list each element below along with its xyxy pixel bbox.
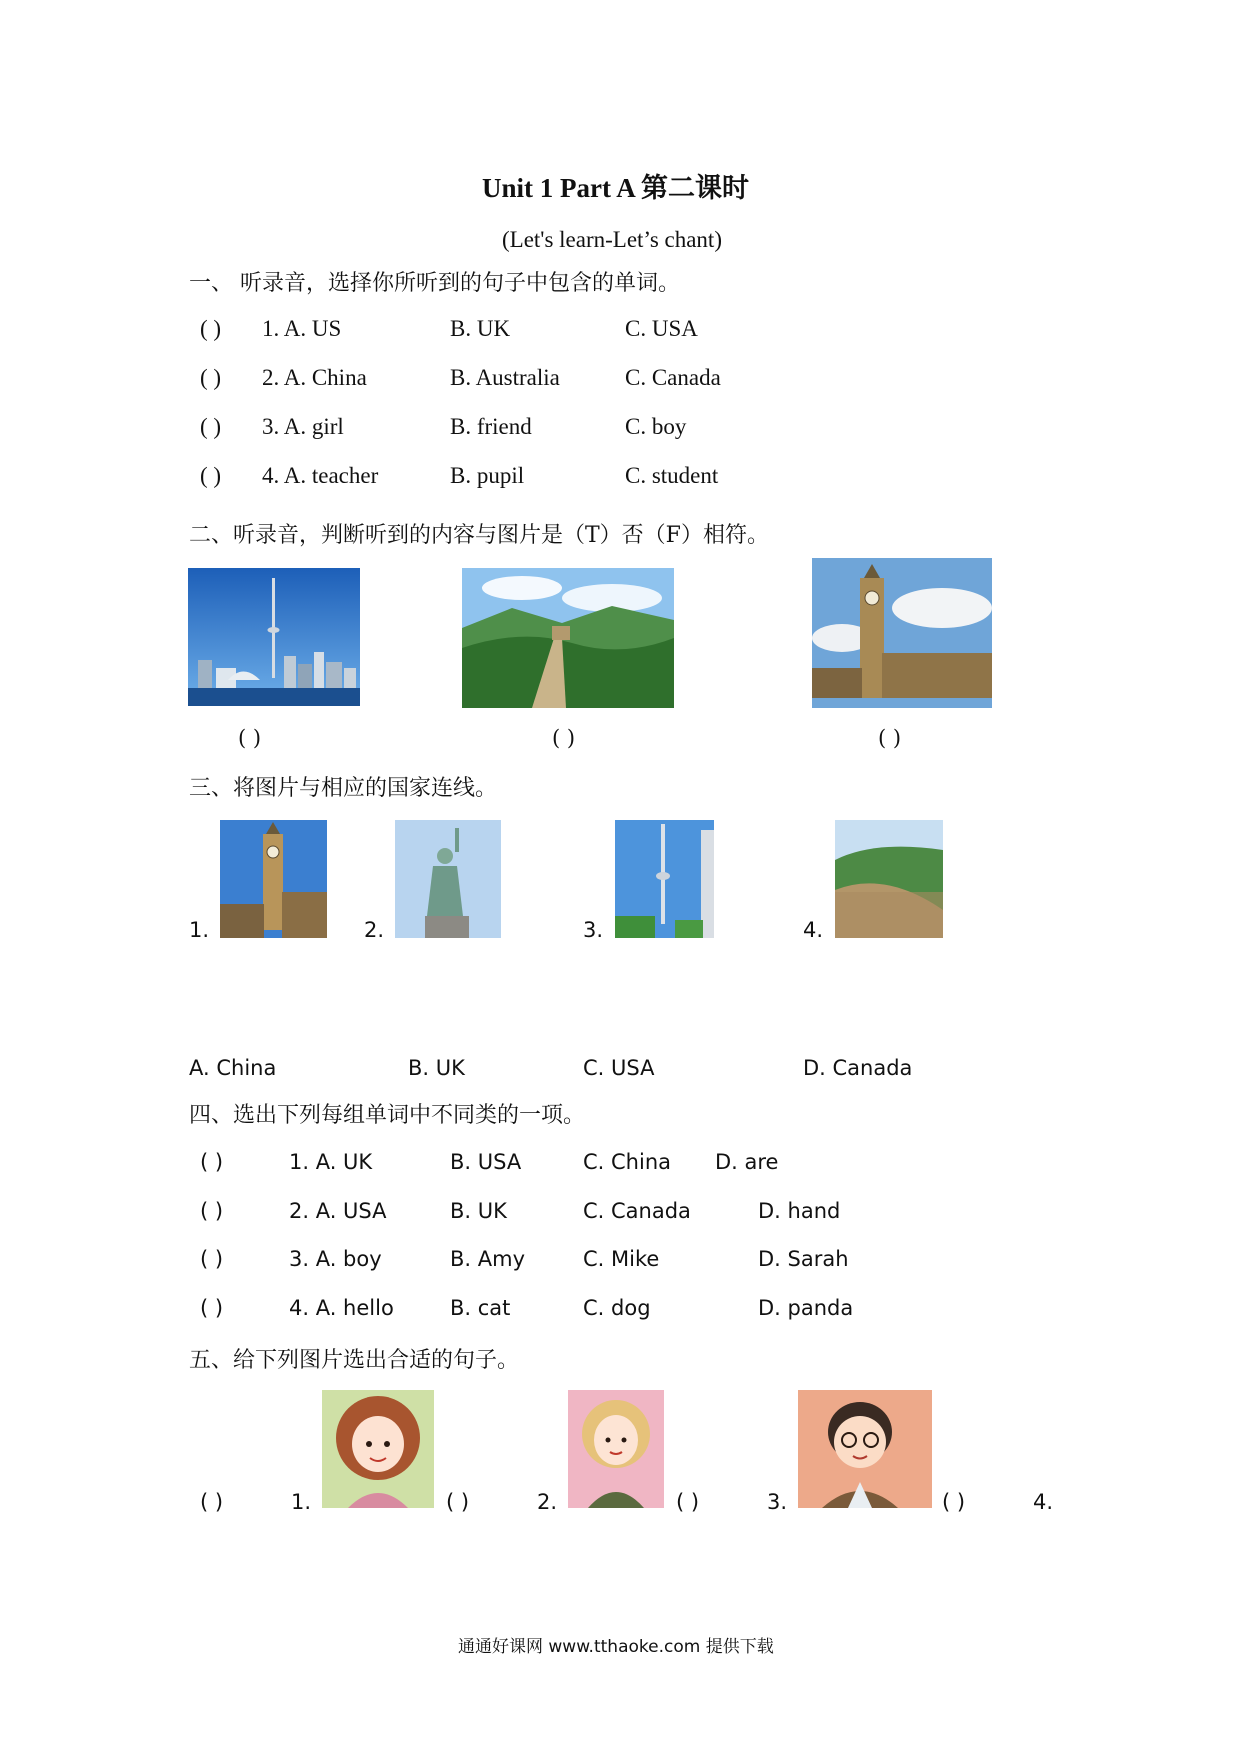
picture-number: 2. (364, 918, 385, 942)
answer-blank[interactable]: ( ) (200, 365, 222, 390)
option-c: C. Canada (583, 1199, 691, 1223)
cn-tower-skyline-photo (188, 568, 360, 706)
option-a: 1. A. US (262, 316, 342, 341)
boy-glasses-cartoon (798, 1390, 932, 1508)
picture-number: 3. (767, 1490, 788, 1514)
option-b: B. Australia (450, 365, 560, 390)
answer-blank[interactable]: ( ) (200, 463, 222, 488)
picture-number: 1. (291, 1490, 312, 1514)
section2-heading: 二、听录音，判断听到的内容与图片是（T）否（F）相符。 (189, 523, 769, 548)
section1-heading: 一、 听录音，选择你所听到的句子中包含的单词。 (189, 271, 680, 296)
option-d: D. are (715, 1150, 779, 1174)
option-a: 2. A. China (262, 365, 367, 390)
country-option[interactable]: C. USA (583, 1056, 655, 1080)
answer-blank[interactable]: ( ) (200, 414, 222, 439)
option-c: C. USA (625, 316, 698, 341)
answer-blank[interactable]: ( ) (200, 1296, 224, 1320)
option-d: D. panda (758, 1296, 854, 1320)
section3-heading: 三、将图片与相应的国家连线。 (189, 776, 498, 801)
option-b: B. UK (450, 1199, 507, 1223)
picture-number: 3. (583, 918, 604, 942)
answer-blank[interactable]: ( ) (552, 726, 576, 750)
answer-blank[interactable]: ( ) (446, 1490, 470, 1514)
page-title: Unit 1 Part A 第二课时 (482, 173, 749, 203)
answer-blank[interactable]: ( ) (676, 1490, 700, 1514)
girl-curly-hair-cartoon (322, 1390, 434, 1508)
option-b: B. friend (450, 414, 532, 439)
option-c: C. dog (583, 1296, 651, 1320)
option-c: C. Mike (583, 1247, 660, 1271)
answer-blank[interactable]: ( ) (200, 1150, 224, 1174)
great-wall-photo (462, 568, 674, 708)
option-a: 3. A. girl (262, 414, 344, 439)
option-a: 1. A. UK (289, 1150, 373, 1174)
option-a: 3. A. boy (289, 1247, 382, 1271)
picture-number: 4. (1033, 1490, 1054, 1514)
big-ben-photo (812, 558, 992, 708)
answer-blank[interactable]: ( ) (238, 726, 262, 750)
option-d: D. Sarah (758, 1247, 849, 1271)
statue-of-liberty-photo[interactable] (395, 820, 501, 938)
picture-number: 4. (803, 918, 824, 942)
option-b: B. cat (450, 1296, 511, 1320)
answer-blank[interactable]: ( ) (200, 1247, 224, 1271)
option-a: 2. A. USA (289, 1199, 387, 1223)
girl-blonde-cartoon (568, 1390, 664, 1508)
country-option[interactable]: A. China (189, 1056, 277, 1080)
option-b: B. USA (450, 1150, 522, 1174)
answer-blank[interactable]: ( ) (942, 1490, 966, 1514)
option-b: B. pupil (450, 463, 525, 488)
answer-blank[interactable]: ( ) (200, 1490, 224, 1514)
big-ben-photo[interactable] (220, 820, 327, 938)
option-c: C. Canada (625, 365, 721, 390)
option-b: B. Amy (450, 1247, 526, 1271)
cn-tower-photo[interactable] (615, 820, 714, 938)
footer-credit: 通通好课网 www.tthaoke.com 提供下载 (458, 1637, 774, 1657)
country-option[interactable]: B. UK (408, 1056, 465, 1080)
great-wall-photo[interactable] (835, 820, 943, 938)
answer-blank[interactable]: ( ) (200, 316, 222, 341)
section4-heading: 四、选出下列每组单词中不同类的一项。 (189, 1103, 586, 1128)
picture-number: 2. (537, 1490, 558, 1514)
option-c: C. China (583, 1150, 671, 1174)
option-b: B. UK (450, 316, 511, 341)
page-subtitle: (Let's learn-Let’s chant) (502, 227, 722, 252)
option-c: C. student (625, 463, 719, 488)
country-option[interactable]: D. Canada (803, 1056, 913, 1080)
section5-heading: 五、给下列图片选出合适的句子。 (189, 1348, 520, 1373)
picture-number: 1. (189, 918, 210, 942)
answer-blank[interactable]: ( ) (200, 1199, 224, 1223)
option-a: 4. A. hello (289, 1296, 394, 1320)
option-c: C. boy (625, 414, 687, 439)
option-a: 4. A. teacher (262, 463, 379, 488)
option-d: D. hand (758, 1199, 841, 1223)
answer-blank[interactable]: ( ) (878, 726, 902, 750)
